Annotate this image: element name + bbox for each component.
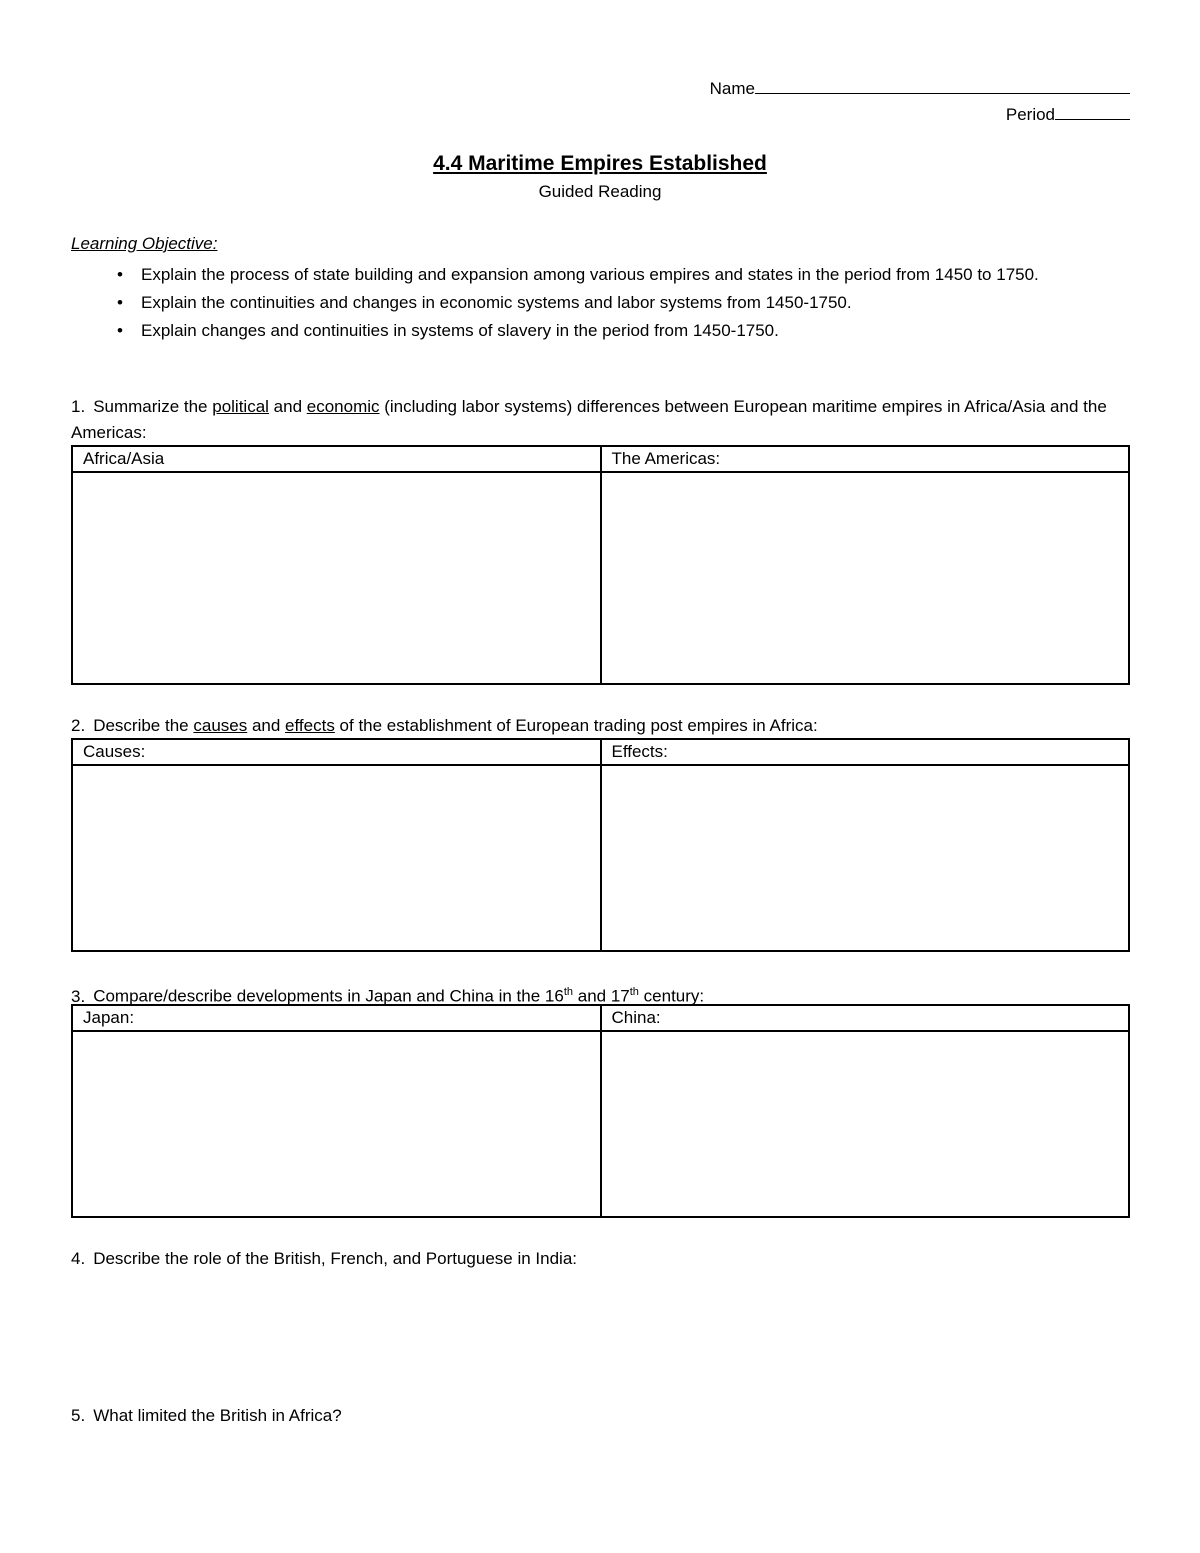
column-header-china: China: xyxy=(601,1005,1130,1031)
question-number: 5. xyxy=(71,1406,86,1425)
q5-answer-area[interactable] xyxy=(71,1433,1131,1533)
column-header-causes: Causes: xyxy=(72,739,601,765)
question-number: 3. xyxy=(71,986,86,1006)
question-number: 4. xyxy=(71,1249,86,1268)
bullet-icon: • xyxy=(117,265,123,284)
bullet-icon: • xyxy=(117,321,123,340)
question-number: 2. xyxy=(71,716,86,735)
answer-cell-china[interactable] xyxy=(601,1031,1130,1217)
underlined-term: political xyxy=(212,397,269,416)
underlined-term: economic xyxy=(306,397,380,416)
underlined-term: causes xyxy=(193,716,248,735)
question-2: 2. Describe the causes and effects of the establishment of European trading post empires in Africa: xyxy=(71,716,818,735)
question-3: 3. Compare/describe developments in Japan and China in the 16th and 17th century: xyxy=(71,986,705,1006)
learning-objective-list xyxy=(71,262,1131,346)
answer-cell-africa-asia[interactable] xyxy=(72,472,601,684)
answer-cell-effects[interactable] xyxy=(601,765,1130,951)
question-4: 4. Describe the role of the British, French, and Portuguese in India: xyxy=(71,1249,578,1268)
column-header-africa-asia: Africa/Asia xyxy=(72,446,601,472)
q2-answer-table xyxy=(71,738,1130,952)
page-subtitle: Guided Reading xyxy=(538,182,662,201)
question-1: 1. Summarize the political and economic (including labor systems) differences between European maritime empires in Africa/Asia and the Americas: xyxy=(71,397,1107,442)
period-field[interactable] xyxy=(1006,102,1130,125)
q1-answer-table xyxy=(71,445,1130,685)
answer-cell-japan[interactable] xyxy=(72,1031,601,1217)
q3-answer-table xyxy=(71,1004,1130,1218)
name-label: Name xyxy=(709,79,755,98)
answer-cell-causes[interactable] xyxy=(72,765,601,951)
page-title: 4.4 Maritime Empires Established xyxy=(433,152,767,175)
period-label: Period xyxy=(1005,105,1055,124)
period-blank[interactable] xyxy=(1055,102,1130,120)
question-number: 1. xyxy=(71,397,86,416)
column-header-effects: Effects: xyxy=(601,739,1130,765)
question-5: 5. What limited the British in Africa? xyxy=(71,1406,342,1425)
column-header-americas: The Americas: xyxy=(601,446,1130,472)
column-header-japan: Japan: xyxy=(72,1005,601,1031)
learning-objective-label: Learning Objective: xyxy=(71,234,218,253)
answer-cell-americas[interactable] xyxy=(601,472,1130,684)
q4-answer-area[interactable] xyxy=(71,1276,1131,1396)
bullet-icon: • xyxy=(117,293,123,312)
underlined-term: effects xyxy=(285,716,335,735)
name-field[interactable] xyxy=(710,76,1130,99)
list-item: • Explain the process of state building and expansion among various empires and states in the period from 1450 to 1750. xyxy=(71,262,1131,288)
name-blank[interactable] xyxy=(755,76,1130,94)
list-item: • Explain the continuities and changes in economic systems and labor systems from 1450-1750. xyxy=(71,290,1131,316)
list-item: • Explain changes and continuities in systems of slavery in the period from 1450-1750. xyxy=(71,318,1131,344)
